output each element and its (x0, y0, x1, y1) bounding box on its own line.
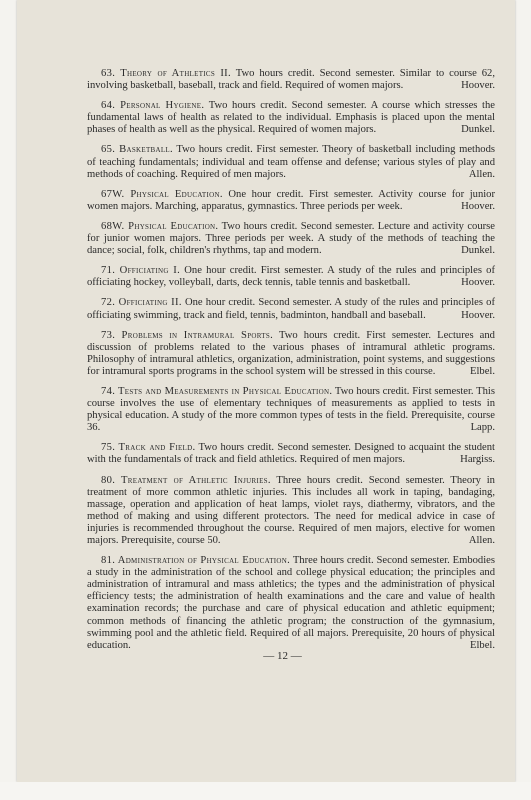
course-title: 65. Basketball. (101, 144, 173, 156)
course-entry (87, 68, 495, 92)
course-entry (87, 442, 495, 466)
course-entry (87, 221, 495, 257)
course-description: Three hours credit. Second semester. Theory in treatment of more common athletic injuries. This includes all work in taping, bandaging, massage, operation and application of heat lamps, violet rays, diathermy, vibrators, and the method of making and using different protectors. The need for medical advice in case of injuries is recommended throughout the course. Required of men majors, elective for women majors. Prerequisite, course 50. (87, 474, 495, 546)
course-instructor: Allen. (468, 535, 495, 546)
course-entry (87, 475, 495, 548)
catalog-page (17, 0, 515, 782)
page-number: — 12 — (263, 650, 302, 662)
course-description: One hour credit. Second semester. A study of the rules and principles of officiating swimming, track and field, tennis, badminton, handball and baseball. (87, 297, 495, 321)
course-title: 72. Officiating II. (101, 297, 182, 309)
course-title: 73. Problems in Intramural Sports. (101, 329, 274, 341)
course-description: One hour credit. First semester. Activity course for junior women majors. Marching, apparatus, gymnastics. Three periods per week. (87, 188, 496, 212)
course-instructor: Hoover. (461, 200, 495, 212)
course-instructor: Dunkel. (461, 124, 495, 136)
course-description: Two hours credit. Second semester. Similar to course 62, involving basketball, baseball, track and field. Required of women majors. (87, 68, 495, 92)
course-description: Two hours credit. Second semester. A course which stresses the fundamental laws of health as related to the individual. Emphasis is placed upon the mental phases of health as well as the physical. Required of women majors. (87, 100, 495, 136)
course-description: Two hours credit. First semester. Lectures and discussion of problems related to the various phases of intramural athletic programs. Philosophy of intramural athletics, organization, administration, point systems, and suggestions for intramural sports programs in the school system will be stressed in this course. (87, 329, 495, 377)
course-entry (87, 555, 495, 652)
course-instructor: Hoover. (461, 80, 495, 92)
course-title: 68W. Physical Education. (101, 220, 219, 232)
course-entry (87, 330, 495, 378)
course-instructor: Elbel. (469, 365, 495, 377)
course-instructor: Hoover. (461, 309, 495, 321)
course-description: One hour credit. First semester. A study of the rules and principles of officiating hockey, volleyball, darts, deck tennis, table tennis and basketball. (87, 265, 495, 289)
course-description: Two hours credit. First semester. Theory of basketball including methods of teaching fundamentals; individual and team offense and defense; various styles of play and methods of coaching. Required of men majors. (87, 144, 495, 180)
course-entry (87, 265, 495, 289)
course-entry (87, 386, 495, 434)
scan-margin (0, 782, 531, 800)
course-entry (87, 144, 495, 180)
course-entry (87, 297, 495, 321)
course-title: 64. Personal Hygiene. (101, 100, 205, 112)
course-description: Two hours credit. Second semester. Lecture and activity course for junior women majors. Three periods per week. A study of the methods of teaching the dance; social, folk, children's rhythms, tap and modern. (87, 220, 495, 257)
course-title: 67W. Physical Education. (101, 188, 223, 200)
course-title: 71. Officiating I. (101, 265, 181, 277)
course-title: 63. Theory of Athletics II. (101, 68, 231, 79)
course-instructor: Hoover. (461, 277, 495, 289)
course-instructor: Lapp. (470, 422, 495, 434)
course-entry (87, 189, 495, 213)
course-list (87, 68, 495, 660)
course-description: Three hours credit. Second semester. Embodies a study in the administration of the school and college physical education; the principles and administration of intramural and mass athletics; the types and the administration of physical efficiency tests; the administration of health examinations and the care and value of health examination records; the purchase and care of physical education and athletic equipment; common methods of financing the athletic program; the construction of the gymnasium, swimming pool and the athletic field. Required of all majors. Prerequisite, 20 hours of physical education. (87, 555, 495, 651)
course-instructor: Allen. (468, 168, 495, 180)
course-description: Two hours credit. Second semester. Designed to acquaint the student with the fundamentals of track and field athletics. Required of men majors. (87, 442, 496, 466)
course-title: 75. Track and Field. (101, 442, 196, 454)
course-title: 74. Tests and Measurements in Physical Education. (101, 385, 333, 397)
course-instructor: Hargiss. (460, 454, 495, 466)
course-title: 80. Treatment of Athletic Injuries. (101, 474, 271, 486)
course-entry (87, 100, 495, 136)
course-description: Two hours credit. First semester. This course involves the use of elementary techniques of measurements as applied to tests in physical education. A study of the more common types of tests in the field. Prerequisite, course 36. (87, 385, 495, 434)
course-instructor: Elbel. (469, 639, 495, 651)
course-instructor: Dunkel. (461, 245, 495, 257)
course-title: 81. Administration of Physical Education. (101, 555, 291, 567)
